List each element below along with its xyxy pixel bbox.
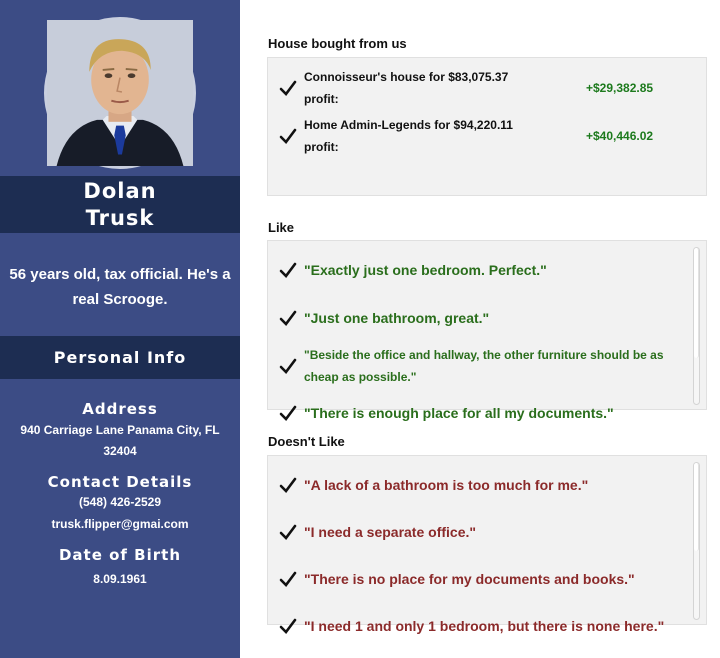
personal-info-header: [0, 336, 240, 379]
checkmark-icon: [280, 80, 296, 96]
houses-panel: [267, 57, 707, 196]
checkmark-icon: [280, 524, 296, 540]
like-quote: "Just one bathroom, great.": [304, 310, 490, 326]
like-item: [280, 344, 684, 388]
dislike-item: [280, 568, 684, 590]
address-label: Address: [82, 400, 158, 418]
dob-value: 8.09.1961: [93, 572, 147, 586]
like-item: [280, 307, 684, 329]
checkmark-icon: [280, 571, 296, 587]
house-description: Connoisseur's house for $83,075.37 profit:: [304, 70, 509, 106]
customer-last-name: Trusk: [85, 205, 155, 230]
checkmark-icon: [280, 477, 296, 493]
likes-scroll-thumb[interactable]: [694, 248, 699, 358]
profile-sidebar: [0, 0, 240, 658]
house-profit: +$40,446.02: [586, 129, 654, 143]
dislike-quote: "A lack of a bathroom is too much for me.": [304, 477, 589, 493]
house-item: [280, 66, 534, 110]
portrait-image: [47, 20, 193, 166]
personal-info-title: Personal Info: [53, 348, 187, 367]
dislike-quote: "I need 1 and only 1 bedroom, but there is none here.": [304, 618, 665, 634]
checkmark-icon: [280, 618, 296, 634]
like-item: [280, 259, 684, 281]
dislikes-scroll-thumb[interactable]: [694, 463, 699, 551]
likes-panel[interactable]: [267, 240, 707, 421]
dislike-item: [280, 474, 684, 496]
checkmark-icon: [280, 262, 296, 278]
house-description: Home Admin-Legends for $94,220.11 profit:: [304, 118, 513, 154]
dislikes-section-title: Doesn't Like: [268, 434, 345, 449]
likes-section-title: Like: [268, 220, 295, 235]
checkmark-icon: [280, 405, 296, 421]
dislike-quote: "I need a separate office.": [304, 524, 477, 540]
checkmark-icon: [280, 358, 296, 374]
customer-first-name: Dolan: [83, 178, 157, 203]
house-item: [280, 114, 534, 158]
house-profit: +$29,382.85: [586, 81, 654, 95]
customer-bio: 56 years old, tax official. He's a real Scrooge.: [9, 266, 231, 308]
like-quote: "Beside the office and hallway, the other furniture should be as cheap as possible.": [304, 348, 664, 384]
avatar: [44, 17, 196, 169]
dob-label: Date of Birth: [58, 546, 181, 564]
dislike-item: [280, 521, 684, 543]
customer-name: [0, 176, 240, 233]
address-value: 940 Carriage Lane Panama City, FL 32404: [20, 423, 220, 458]
houses-section-title: House bought from us: [268, 36, 407, 51]
email-value: trusk.flipper@gmai.com: [51, 517, 189, 531]
dislike-item: [280, 615, 684, 637]
checkmark-icon: [280, 128, 296, 144]
like-quote: "Exactly just one bedroom. Perfect.": [304, 262, 547, 278]
like-quote: "There is enough place for all my documents.": [304, 405, 614, 421]
checkmark-icon: [280, 310, 296, 326]
dislikes-panel[interactable]: [267, 455, 707, 634]
likes-scrollbar[interactable]: [693, 247, 700, 405]
dislike-quote: "There is no place for my documents and books.": [304, 571, 635, 587]
dislikes-scrollbar[interactable]: [693, 462, 700, 620]
contact-label: Contact Details: [47, 473, 193, 491]
like-item: [280, 402, 684, 424]
phone-value: (548) 426-2529: [78, 495, 162, 509]
